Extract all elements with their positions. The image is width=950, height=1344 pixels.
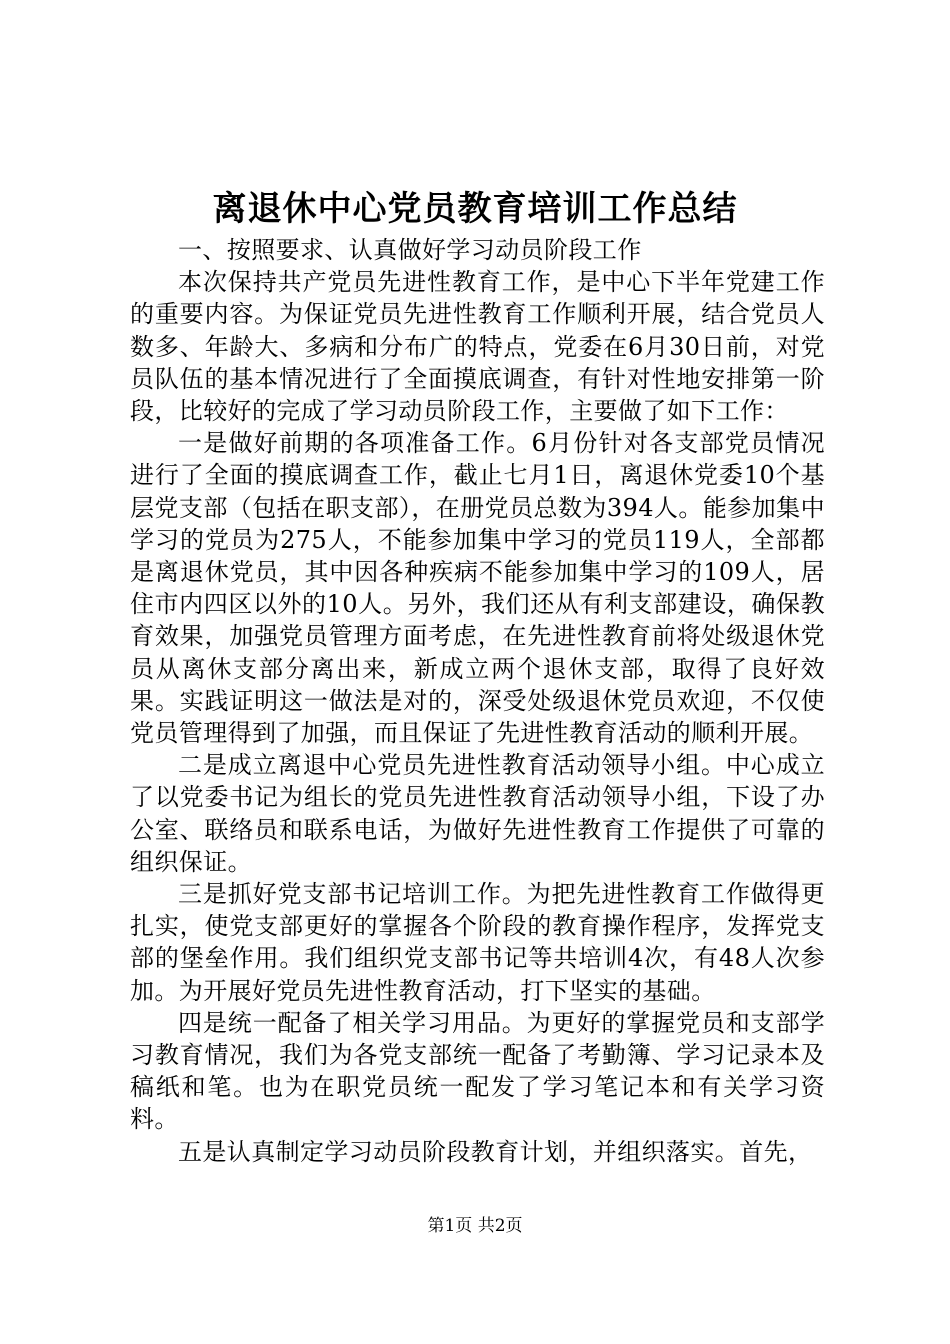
document-body	[130, 234, 825, 1168]
paragraph-item-2: 二是成立离退中心党员先进性教育活动领导小组。中心成立了以党委书记为组长的党员先进性教育活动领导小组，下设了办公室、联络员和联系电话，为做好先进性教育工作提供了可靠的组织保证。	[130, 751, 825, 876]
paragraph-item-4: 四是统一配备了相关学习用品。为更好的掌握党员和支部学习教育情况，我们为各党支部统一配备了考勤簿、学习记录本及稿纸和笔。也为在职党员统一配发了学习笔记本和有关学习资料。	[130, 1008, 825, 1134]
paragraph-item-3: 三是抓好党支部书记培训工作。为把先进性教育工作做得更扎实，使党支部更好的掌握各个阶段的教育操作程序，发挥党支部的堡垒作用。我们组织党支部书记等共培训4次，有48人次参加。为开展好党员先进性教育活动，打下坚实的基础。	[130, 880, 825, 1005]
page-footer: 第1页 共2页	[427, 1216, 523, 1236]
paragraph-item-5: 五是认真制定学习动员阶段教育计划，并组织落实。首先，	[178, 1137, 813, 1166]
section-heading: 一、按照要求、认真做好学习动员阶段工作	[178, 236, 642, 264]
paragraph-intro: 本次保持共产党员先进性教育工作，是中心下半年党建工作的重要内容。为保证党员先进性教育工作顺利开展，结合党员人数多、年龄大、多病和分布广的特点，党委在6月30日前，对党员队伍的基本情况进行了全面摸底调查，有针对性地安排第一阶段，比较好的完成了学习动员阶段工作，主要做了如下工作：	[130, 268, 825, 426]
document-title: 离退休中心党员教育培训工作总结	[212, 189, 738, 229]
paragraph-item-1: 一是做好前期的各项准备工作。6月份针对各支部党员情况进行了全面的摸底调查工作，截止七月1日，离退休党委10个基层党支部（包括在职支部），在册党员总数为394人。能参加集中学习的党员为275人，不能参加集中学习的党员119人，全部都是离退休党员，其中因各种疾病不能参加集中学习的109人，居住市内四区以外的10人。另外，我们还从有利支部建设，确保教育效果，加强党员管理方面考虑，在先进性教育前将处级退休党员从离休支部分离出来，新成立两个退休支部，取得了良好效果。实践证明这一做法是对的，深受处级退休党员欢迎，不仅使党员管理得到了加强，而且保证了先进性教育活动的顺利开展。	[130, 429, 825, 748]
